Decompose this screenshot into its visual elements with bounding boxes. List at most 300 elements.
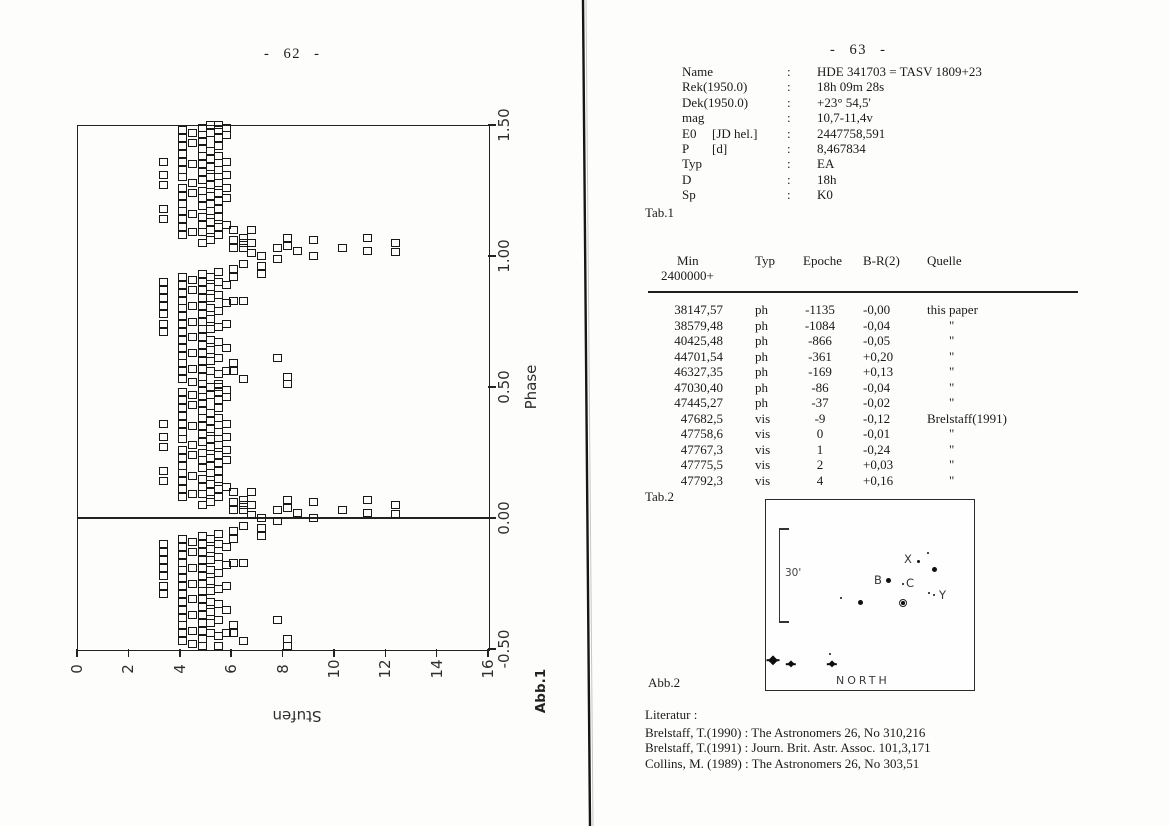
scatter-point: [188, 564, 197, 572]
stufen-tick-label: 4: [170, 664, 189, 674]
scatter-point: [214, 616, 223, 624]
scatter-point: [273, 244, 282, 252]
scatter-point: [178, 375, 187, 383]
scatter-point: [159, 582, 168, 590]
scatter-point: [214, 530, 223, 538]
scatter-point: [188, 595, 197, 603]
minima-cell: -1084: [804, 317, 836, 333]
star-info-col: :: [787, 156, 791, 172]
scatter-point: [159, 158, 168, 166]
scatter-point: [206, 346, 215, 354]
star-info-val: K0: [817, 187, 833, 203]
minima-cell: vis: [755, 426, 771, 441]
star-info-val: 2447758,591: [817, 125, 886, 141]
stufen-tick-mark: [333, 649, 335, 657]
scatter-point: [283, 504, 292, 512]
scatter-point: [178, 320, 187, 328]
scatter-point: [178, 420, 187, 428]
scatter-point: [309, 236, 318, 244]
scatter-point: [178, 134, 187, 142]
minima-cell: -169: [808, 364, 832, 379]
star-info-row: [682, 156, 1102, 171]
scatter-point: [229, 527, 238, 535]
phase-tick-label: -0.50: [495, 629, 513, 669]
minima-cell: 1: [816, 441, 824, 457]
scatter-point: [222, 543, 231, 551]
scatter-point: [188, 640, 197, 648]
star-info-lbl: Dek(1950.0): [682, 94, 749, 110]
stufen-tick-label: 14: [427, 659, 446, 679]
scatter-point: [188, 401, 197, 409]
minima-table-row: [643, 442, 1083, 458]
star-info-row: [682, 110, 1102, 125]
scatter-point: [247, 488, 256, 496]
scatter-point: [188, 286, 197, 294]
table2-caption: Tab.2: [645, 489, 675, 504]
scatter-point: [188, 441, 197, 449]
minima-cell: -0,12: [863, 410, 891, 426]
minima-cell: ph: [755, 333, 768, 348]
scatter-point: [222, 158, 231, 166]
scatter-point: [159, 556, 168, 564]
scatter-point: [178, 273, 187, 281]
table2-header-rule: [648, 291, 1078, 293]
minima-cell: +0,20: [863, 348, 894, 364]
scatter-point: [363, 496, 372, 504]
minima-table-rows: [643, 302, 1083, 488]
scatter-point: [178, 559, 187, 567]
scatter-point: [309, 514, 318, 522]
field-star: [933, 594, 935, 596]
scatter-point: [214, 307, 223, 315]
scatter-point: [229, 621, 238, 629]
minima-cell: -37: [811, 395, 829, 410]
stufen-tick-mark: [487, 649, 489, 657]
scatter-point: [391, 510, 400, 518]
scatter-point: [214, 213, 223, 221]
scatter-point: [178, 396, 187, 404]
minima-table-row: [643, 411, 1083, 427]
scatter-point: [159, 302, 168, 310]
minima-cell: +0,16: [863, 472, 894, 488]
scatter-point: [257, 270, 266, 278]
star-info-lbl: Name: [682, 64, 714, 79]
minima-cell: +0,03: [863, 457, 894, 472]
scatter-point: [159, 171, 168, 179]
minima-cell: -9: [814, 410, 826, 426]
scatter-point: [239, 260, 248, 268]
scatter-point: [159, 590, 168, 598]
field-star: [902, 583, 904, 585]
star-info-lbl: P: [682, 140, 690, 156]
minima-cell: Brelstaff(1991): [927, 410, 1007, 426]
minima-cell: 47767,3: [680, 441, 723, 457]
scatter-point: [159, 540, 168, 548]
scatter-point: [188, 490, 197, 498]
minima-cell: ": [949, 395, 955, 410]
minima-cell: vis: [755, 441, 771, 457]
scatter-point: [178, 173, 187, 181]
scatter-point: [178, 621, 187, 629]
star-info-val: 18h: [817, 171, 837, 187]
scatter-point: [178, 336, 187, 344]
scatter-point: [338, 506, 347, 514]
minima-cell: 0: [816, 426, 824, 441]
scatter-point: [206, 608, 215, 616]
star-info-row: [682, 64, 1102, 79]
stufen-tick-label: 2: [119, 664, 138, 674]
comparison-star-label: B: [874, 573, 882, 587]
minima-table-row: [643, 380, 1083, 396]
scatter-point: [229, 226, 238, 234]
scatter-point: [178, 166, 187, 174]
scatter-point: [188, 210, 197, 218]
scatter-point: [188, 160, 197, 168]
scatter-point: [206, 315, 215, 323]
minima-cell: 44701,54: [674, 348, 723, 364]
right-page-number: - 63 -: [830, 42, 887, 58]
star-info-row: [682, 187, 1102, 202]
minima-cell: 4: [816, 472, 824, 488]
scatter-point: [391, 248, 400, 256]
stufen-tick-mark: [128, 649, 130, 657]
field-star: [840, 597, 842, 599]
scatter-point: [214, 493, 223, 501]
scatter-point: [257, 524, 266, 532]
scatter-point: [214, 291, 223, 299]
scatter-point: [178, 297, 187, 305]
minima-cell: 47030,40: [674, 379, 723, 395]
scatter-point: [159, 433, 168, 441]
scatter-point: [222, 344, 231, 352]
star-info-col: :: [787, 94, 791, 110]
bright-star: [787, 660, 795, 668]
minima-cell: ": [949, 333, 955, 348]
scatter-point: [159, 278, 168, 286]
minima-cell: ph: [755, 302, 768, 317]
scatter-point: [247, 511, 256, 519]
star-info-val: +23° 54,5': [817, 94, 871, 110]
scatter-point: [257, 532, 266, 540]
minima-cell: 47775,5: [680, 457, 723, 472]
col-header-typ: Typ: [755, 253, 776, 268]
scatter-point: [178, 312, 187, 320]
scatter-point: [188, 391, 197, 399]
minima-cell: ph: [755, 348, 768, 364]
phase-zero-line: [77, 517, 488, 519]
scatter-point: [222, 124, 231, 132]
scatter-point: [214, 142, 223, 150]
scatter-point: [178, 289, 187, 297]
scatter-point: [178, 184, 187, 192]
figure2-caption: Abb.2: [648, 675, 681, 690]
scatter-point: [214, 642, 223, 650]
scatter-point: [273, 354, 282, 362]
scatter-point: [178, 150, 187, 158]
phase-tick-label: 1.00: [495, 239, 513, 273]
star-info-table: [682, 64, 1102, 203]
scatter-point: [229, 236, 238, 244]
stufen-tick-mark: [436, 649, 438, 657]
scatter-point: [159, 467, 168, 475]
scatter-point: [293, 509, 302, 517]
scatter-point: [178, 446, 187, 454]
minima-table-row: [643, 302, 1083, 318]
star-info-lbl: Typ: [682, 156, 703, 172]
minima-table-row: [643, 457, 1083, 473]
minima-cell: -0,24: [863, 441, 891, 457]
col-header-min: Min: [677, 253, 699, 268]
table1-caption: Tab.1: [645, 205, 675, 220]
scatter-point: [178, 367, 187, 375]
stufen-tick-mark: [76, 649, 78, 657]
scatter-point: [159, 420, 168, 428]
scatter-point: [198, 642, 207, 650]
scatter-point: [273, 255, 282, 263]
scatter-point: [222, 420, 231, 428]
scatter-point: [283, 642, 292, 650]
scatter-point: [229, 506, 238, 514]
scatter-point: [239, 522, 248, 530]
minima-cell: ": [949, 348, 955, 364]
minima-cell: ": [949, 457, 955, 472]
scatter-point: [229, 244, 238, 252]
star-info-row: [682, 95, 1102, 110]
stufen-tick-label: 16: [479, 659, 498, 679]
scatter-point: [178, 281, 187, 289]
scatter-point: [214, 475, 223, 483]
stufen-tick-mark: [282, 649, 284, 657]
scatter-point: [188, 276, 197, 284]
minima-cell: 47682,5: [680, 410, 723, 426]
scatter-point: [273, 616, 282, 624]
minima-table-row: [643, 395, 1083, 411]
stufen-tick-label: 8: [273, 664, 292, 674]
scatter-point: [159, 572, 168, 580]
scatter-point: [188, 365, 197, 373]
minima-cell: ph: [755, 379, 768, 395]
minima-cell: ph: [755, 395, 768, 410]
col-header-quelle: Quelle: [927, 253, 962, 268]
scatter-point: [283, 380, 292, 388]
literature-entry: Brelstaff, T.(1990) : The Astronomers 26, No 310,216: [645, 725, 926, 740]
scatter-point: [178, 493, 187, 501]
minima-cell: 46327,35: [674, 364, 723, 379]
scatter-point: [229, 559, 238, 567]
scatter-point: [229, 367, 238, 375]
col-header-epoche: Epoche: [803, 253, 842, 268]
stufen-tick-label: 10: [324, 659, 343, 679]
scatter-point: [188, 451, 197, 459]
star-info-val: 18h 09m 28s: [817, 79, 885, 95]
scatter-point: [239, 637, 248, 645]
star-info-col: :: [787, 140, 791, 156]
scale-label: 30': [785, 567, 802, 579]
star-info-unit: [JD hel.]: [712, 125, 758, 141]
scatter-point: [188, 179, 197, 187]
north-label: NORTH: [836, 674, 890, 687]
scatter-point: [214, 354, 223, 362]
scatter-point: [178, 582, 187, 590]
scatter-point: [159, 328, 168, 336]
scatter-point: [178, 462, 187, 470]
minima-cell: -86: [811, 379, 829, 395]
scatter-point: [222, 456, 231, 464]
minima-cell: vis: [755, 457, 771, 472]
col-header-br: B-R(2): [863, 253, 900, 268]
star-info-col: :: [787, 64, 791, 79]
minima-cell: ": [949, 364, 955, 379]
minima-cell: -0,04: [863, 379, 891, 395]
scatter-point: [214, 553, 223, 561]
scatter-point: [273, 517, 282, 525]
scatter-point: [239, 375, 248, 383]
comparison-star-label: Y: [939, 588, 947, 602]
minima-cell: ": [949, 426, 955, 441]
scatter-point: [283, 234, 292, 242]
scatter-point: [178, 435, 187, 443]
scatter-point: [239, 559, 248, 567]
scatter-point: [159, 443, 168, 451]
star-info-lbl: Sp: [682, 187, 696, 203]
comparison-star-label: C: [906, 576, 915, 590]
scatter-point: [159, 181, 168, 189]
star-info-val: 8,467834: [817, 140, 866, 156]
scatter-point: [229, 265, 238, 273]
scatter-point: [338, 244, 347, 252]
star-info-row: [682, 79, 1102, 94]
scatter-point: [222, 131, 231, 139]
scatter-point: [283, 373, 292, 381]
scatter-point: [159, 294, 168, 302]
star-info-col: :: [787, 125, 791, 141]
star-info-lbl: mag: [682, 110, 705, 126]
scatter-point: [188, 139, 197, 147]
scatter-point: [391, 501, 400, 509]
scatter-point: [222, 320, 231, 328]
scatter-point: [206, 577, 215, 585]
scatter-point: [178, 598, 187, 606]
field-star: [829, 653, 831, 655]
scatter-point: [188, 538, 197, 546]
minima-cell: -0,01: [863, 426, 891, 441]
scatter-point: [178, 574, 187, 582]
scatter-point: [178, 328, 187, 336]
scatter-point: [188, 580, 197, 588]
star-info-val: 10,7-11,4v: [817, 110, 873, 126]
minima-cell: 40425,48: [674, 333, 723, 348]
minima-cell: this paper: [927, 302, 978, 317]
variable-star-circled: [899, 599, 907, 607]
scatter-point: [188, 548, 197, 556]
scatter-point: [247, 249, 256, 257]
scatter-point: [188, 189, 197, 197]
star-info-row: [682, 141, 1102, 156]
scatter-point: [309, 498, 318, 506]
scatter-point: [293, 247, 302, 255]
minima-table-row: [643, 364, 1083, 380]
scatter-point: [214, 268, 223, 276]
phase-axis-label: Phase: [522, 364, 540, 410]
scatter-point: [222, 386, 231, 394]
phase-tick-label: 1.50: [495, 108, 513, 142]
scatter-point: [178, 388, 187, 396]
scatter-point: [229, 488, 238, 496]
scatter-point: [283, 496, 292, 504]
minima-cell: vis: [755, 472, 771, 488]
field-star: [886, 578, 891, 583]
stufen-tick-mark: [230, 649, 232, 657]
minima-cell: 47792,3: [680, 472, 723, 488]
scatter-point: [229, 273, 238, 281]
scatter-point: [159, 310, 168, 318]
scatter-point: [178, 215, 187, 223]
scatter-point: [257, 514, 266, 522]
star-info-col: :: [787, 79, 791, 95]
scatter-point: [214, 467, 223, 475]
scatter-point: [159, 320, 168, 328]
scatter-point: [178, 412, 187, 420]
scatter-point: [188, 611, 197, 619]
scatter-point: [178, 637, 187, 645]
field-star: [858, 600, 863, 605]
star-info-lbl: Rek(1950.0): [682, 79, 748, 95]
star-info-row: [682, 126, 1102, 141]
minima-cell: 47445,27: [674, 395, 723, 410]
minima-cell: +0,13: [863, 364, 894, 379]
scatter-point: [159, 477, 168, 485]
scatter-point: [222, 171, 231, 179]
minima-cell: ": [949, 441, 955, 457]
comparison-star-label: X: [904, 552, 912, 566]
scatter-point: [178, 590, 187, 598]
scatter-point: [391, 239, 400, 247]
scatter-point: [178, 469, 187, 477]
scatter-point: [178, 551, 187, 559]
star-info-lbl: E0: [682, 125, 697, 141]
scatter-point: [198, 137, 207, 145]
scatter-point: [178, 126, 187, 134]
scatter-point: [188, 627, 197, 635]
scatter-point: [188, 318, 197, 326]
scatter-point: [229, 535, 238, 543]
scatter-point: [188, 333, 197, 341]
star-info-lbl: D: [682, 171, 692, 187]
scatter-point: [188, 378, 197, 386]
star-info-row: [682, 172, 1102, 187]
scatter-point: [178, 207, 187, 215]
minima-table-row: [643, 349, 1083, 365]
scatter-point: [273, 506, 282, 514]
scatter-point: [247, 226, 256, 234]
stufen-tick-label: 0: [68, 664, 86, 674]
scatter-point: [229, 297, 238, 305]
scatter-point: [178, 543, 187, 551]
scatter-point: [159, 548, 168, 556]
scatter-point: [222, 606, 231, 614]
literature-entry: Collins, M. (1989) : The Astronomers 26, No 303,51: [645, 755, 920, 771]
scatter-point: [257, 252, 266, 260]
minima-cell: -0,00: [863, 302, 891, 317]
scatter-point: [222, 194, 231, 202]
scatter-point: [188, 349, 197, 357]
scatter-point: [222, 281, 231, 289]
field-star: [932, 567, 937, 572]
scatter-point: [198, 399, 207, 407]
minima-table-row: [643, 426, 1083, 442]
minima-cell: ": [949, 379, 955, 395]
minima-table-row: [643, 318, 1083, 334]
